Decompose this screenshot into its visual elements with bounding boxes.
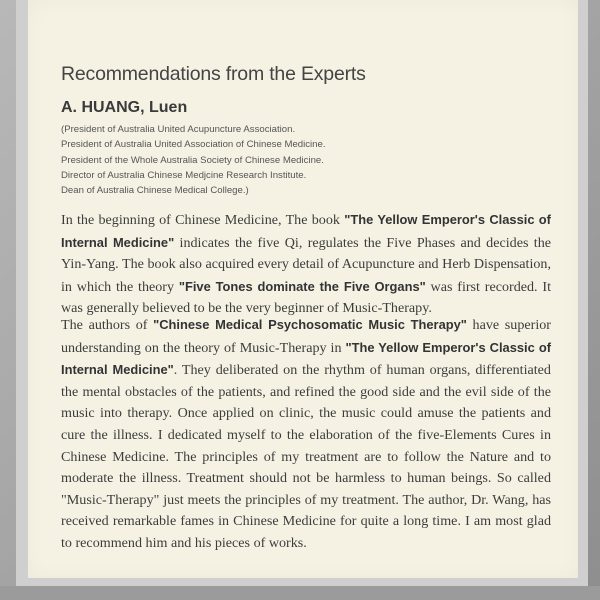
- book-title-emphasis: "Chinese Medical Psychosomatic Music Therapy": [153, 317, 467, 332]
- page-bottom-band: [0, 586, 600, 600]
- author-name: A. HUANG, Luen: [61, 99, 188, 116]
- credential-line: President of the Whole Australia Society of Chinese Medicine.: [61, 154, 324, 166]
- credential-line: President of Australia United Association of Chinese Medicine.: [61, 139, 326, 151]
- body-paragraph-2: [61, 314, 551, 555]
- paragraph-text: In the beginning of Chinese Medicine, The book: [61, 212, 345, 228]
- theory-emphasis: "Five Tones dominate the Five Organs": [178, 278, 426, 294]
- paragraph-text: was first recorded. It was generally believed to be the very beginner of Music-Therapy.: [61, 278, 551, 317]
- book-title-emphasis: "The Yellow Emperor's Classic of Internal Medicine": [61, 339, 551, 378]
- paragraph-text: have superior understanding on the theory of Music-Therapy in: [61, 317, 551, 356]
- credential-line: Director of Australia Chinese Medjcine Research Institute.: [61, 169, 307, 181]
- paragraph-text: indicates the five Qi, regulates the Five Phases and decides the Yin-Yang. The book also acquired every detail of Acupuncture and Herb Dispensation, in which the theory: [61, 234, 551, 295]
- book-title-emphasis: "The Yellow Emperor's Classic of Internal Medicine": [61, 212, 551, 250]
- credential-line: (President of Australia United Acupuncture Association.: [61, 124, 296, 135]
- paragraph-text: The authors of: [61, 317, 154, 333]
- credential-line: Dean of Australia Chinese Medical College.): [61, 185, 249, 197]
- author-credentials: [61, 122, 541, 198]
- paragraph-text: . They deliberated on the rhythm of human organs, differentiated the mental obstacles of the patients, and refined the good side and the evil side of the music into therapy. Once applied on clinic, the music could amuse the patients and cure the illness. I dedicated myself to the elaboration of the five-Elements Cures in Chinese Medicine. The principles of my treatment are to follow the Nature and to moderate the illness. Treatment should not be harmless to human beings. So called "Music-Therapy" just meets the principles of my treatment. The author, Dr. Wang, has received remarkable fames in Chinese Medicine for quite a long time. I am most glad to recommend him and his pieces of works.: [61, 362, 551, 551]
- page-title: Recommendations from the Experts: [61, 63, 366, 85]
- body-paragraph-1: [61, 209, 551, 320]
